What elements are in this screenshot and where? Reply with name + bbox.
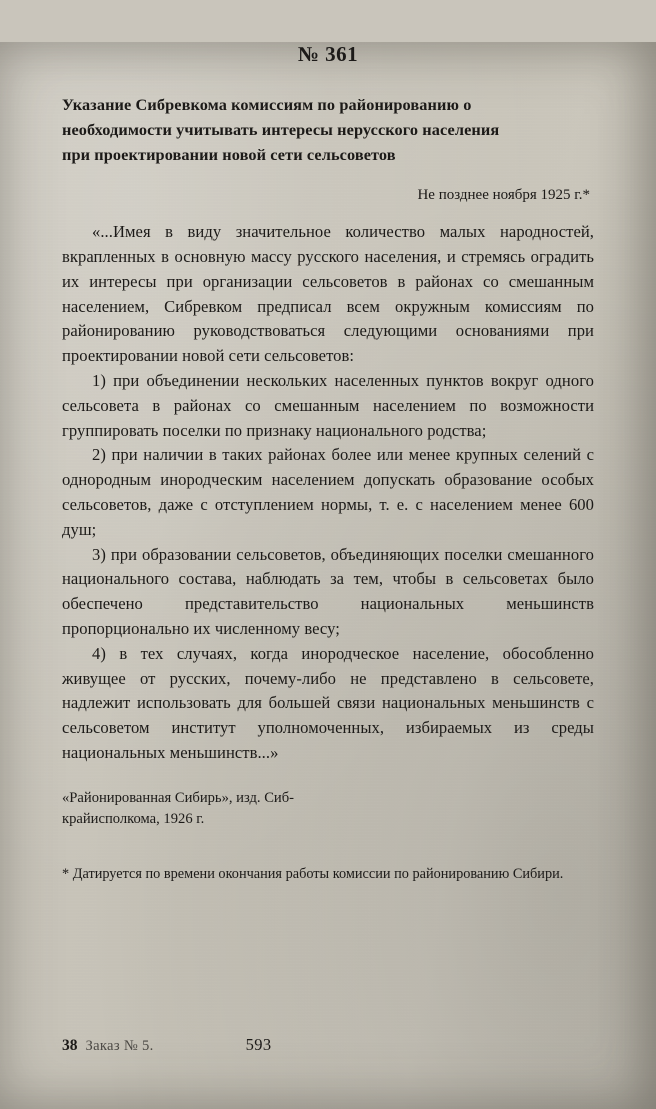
source-line: крайисполкома, 1926 г. (62, 810, 205, 827)
document-title-line-3: при проектировании новой сети сельсоветов (62, 144, 396, 164)
document-title (62, 93, 588, 167)
print-order-note: Заказ № 5. (85, 1038, 154, 1054)
document-footnote (62, 864, 594, 885)
document-date: Не позднее ноября 1925 г.* (417, 187, 590, 204)
scanned-page (0, 42, 656, 1109)
document-source (62, 788, 594, 830)
page-number: 593 (245, 1035, 272, 1054)
body-paragraph: 1) при объединении нескольких населенных пунктов вокруг одного сельсовета в районах со смешанным населением по возможности группировать поселки по признаку национального родства; (62, 371, 594, 440)
document-title-line-2: необходимости учитывать интересы нерусского населения (62, 119, 500, 139)
body-paragraph: 4) в тех случаях, когда инородческое население, обособленно живущее от русских, почему-либо не представлено в сельсовете, надлежит использовать для большей связи национальных меньшинств с сельсоветом институт уполномоченных, избираемых из среды национальных меньшинств...» (62, 643, 594, 763)
body-paragraph: «...Имея в виду значительное количество малых народностей, вкрапленных в основную массу русского населения, и стремясь оградить их интересы при организации сельсоветов в районах со смешанным населением, Сибревком предписал всем окружным комиссиям по районированию руководствоваться следующими основаниями при проектировании новой сети сельсоветов: (62, 222, 594, 366)
page-footer (0, 1035, 656, 1055)
signature-number: 38 (62, 1037, 78, 1054)
page-content (0, 42, 656, 886)
document-body (62, 220, 594, 766)
document-title-line-1: Указание Сибревкома комиссиям по районированию о (62, 95, 472, 114)
body-paragraph: 2) при наличии в таких районах более или менее крупных селений с однородным инородческим населением допускать образование особых сельсоветов, даже с отступлением нормы, т. е. с населением менее 600 душ; (62, 445, 594, 539)
footnote-text: * Датируется по времени окончания работы комиссии по районированию Сибири. (62, 866, 564, 883)
body-paragraph: 3) при образовании сельсоветов, объединяющих поселки смешанного национального состава, наблюдать за тем, чтобы в сельсоветах было обеспечено представительство национальных меньшинств пропорционально их численному весу; (62, 544, 594, 639)
source-line: «Районированная Сибирь», изд. Сиб- (62, 789, 295, 806)
document-number: № 361 (297, 42, 359, 66)
